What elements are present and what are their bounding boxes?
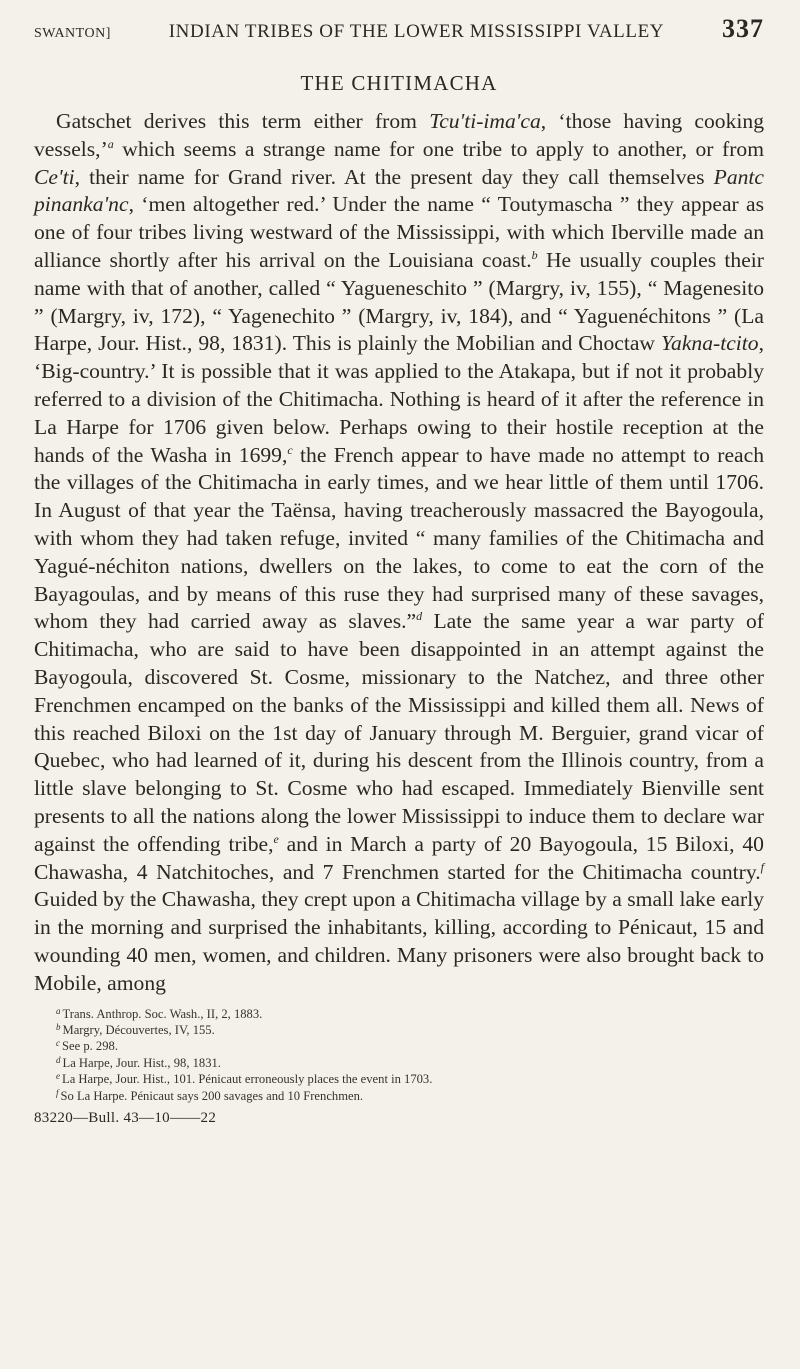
footnote-text: So La Harpe. Pénicaut says 200 savages and 10 Frenchmen.: [60, 1088, 364, 1103]
footnote: [56, 1038, 764, 1054]
text-run: , ‘Big-country.’ It is possible that it was applied to the Atakapa, but if not it probably referred to a division of the Chitimacha. Nothing is heard of it after the reference in La Harpe for 1706 given below. Perhaps owing to their hostile reception at the hands of the Washa in 1699,: [34, 331, 764, 467]
running-head-title: INDIAN TRIBES OF THE LOWER MISSISSIPPI VALLEY: [168, 21, 665, 42]
body-text: [34, 108, 764, 998]
footnote-ref: a: [107, 136, 114, 151]
italic-term: Yakna-tcito: [661, 331, 759, 356]
page-number: 337: [722, 14, 764, 43]
italic-term: Ce'ti: [34, 164, 75, 189]
text-run: which seems a strange name for one tribe to apply to another, or from: [113, 136, 764, 161]
footnote-mark: a: [56, 1005, 61, 1016]
footnote-text: See p. 298.: [62, 1039, 118, 1054]
footnote-ref: e: [273, 831, 279, 846]
footnote-text: La Harpe, Jour. Hist., 98, 1831.: [62, 1055, 221, 1070]
footnotes: [34, 1006, 764, 1104]
text-run: , their name for Grand river. At the present day they call themselves: [74, 164, 714, 189]
printer-imprint: 83220—Bull. 43—10——22: [34, 1109, 217, 1126]
running-head-author: SWANTON]: [34, 26, 111, 41]
italic-term: Pantc pinanka'nc: [34, 164, 764, 217]
text-run: He usually couples their name with that of another, called “ Yagueneschito ” (Margry, iv, 155), “ Magenesito ” (Margry, iv, 172), “ Yagenechito ” (Margry, iv, 184), and “ Yaguenéchitons ” (La Harpe, Jour. Hist., 98, 1831). This is plainly the Mobilian and Choctaw: [34, 247, 764, 356]
running-head: [34, 0, 764, 43]
footnote-text: La Harpe, Jour. Hist., 101. Pénicaut erroneously places the event in 1703.: [62, 1072, 433, 1087]
section-title: THE CHITIMACHA: [300, 71, 498, 95]
text-run: Gatschet derives this term either from: [56, 109, 430, 133]
text-run: Late the same year a war party of Chitimacha, who are said to have been disappointed in an attempt against the Bayogoula, discovered St. Cosme, missionary to the Natchez, and three other Frenchmen encamped on the banks of the Mississippi and killed them all. News of this reached Biloxi on the 1st day of January through M. Berguier, grand vicar of Quebec, who had learned of it, during his descent from the Illinois country, from a little slave belonging to St. Cosme who had escaped. Immediately Bienville sent presents to all the nations along the lower Mississippi to induce them to declare war against the offending tribe,: [34, 609, 764, 856]
footnote-ref: d: [416, 609, 423, 624]
text-run: , ‘men altogether red.’ Under the name “ Toutymascha ” they appear as one of four tribes living westward of the Mississippi, with which Iberville made an alliance shortly after his arrival on the Louisiana coast.: [34, 192, 764, 272]
text-run: the French appear to have made no attempt to reach the villages of the Chitimacha in early times, and we hear little of them until 1706. In August of that year the Taënsa, having treacherously massacred the Bayogoula, with whom they had taken refuge, invited “ many families of the Chitimacha and Yagué-néchiton nations, dwellers on the lakes, to come to eat the corn of the Bayagoulas, and by means of this ruse they had surprised many of these savages, whom they had carried away as slaves.”: [34, 442, 764, 634]
footnote-mark: f: [56, 1087, 59, 1098]
footnote: [56, 1071, 764, 1087]
footnote-text: Margry, Découvertes, IV, 155.: [62, 1022, 215, 1037]
text-run: and in March a party of 20 Bayogoula, 15 Biloxi, 40 Chawasha, 4 Natchitoches, and 7 Frenchmen started for the Chitimacha country.: [34, 831, 764, 884]
text-run: , ‘those having cooking vessels,’: [34, 109, 764, 161]
footnote: [56, 1006, 764, 1022]
footnote-text: Trans. Anthrop. Soc. Wash., II, 2, 1883.: [62, 1006, 263, 1021]
footnote: [56, 1055, 764, 1071]
footnote: [56, 1088, 764, 1104]
footnote-ref: f: [760, 859, 764, 874]
italic-term: Tcu'ti-ima'ca: [429, 109, 541, 133]
footnote-mark: d: [56, 1054, 61, 1065]
footnote: [56, 1022, 764, 1038]
body-paragraph: [34, 108, 764, 998]
footnote-ref: b: [531, 247, 538, 262]
footnote-mark: b: [56, 1021, 61, 1032]
footnote-mark: c: [56, 1038, 60, 1049]
text-run: Guided by the Chawasha, they crept upon a Chitimacha village by a small lake early in the morning and surprised the inhabitants, killing, according to Pénicaut, 15 and wounding 40 men, women, and children. Many prisoners were also brought back to Mobile, among: [34, 887, 764, 995]
footnote-ref: c: [287, 442, 293, 457]
footnote-mark: e: [56, 1071, 60, 1082]
